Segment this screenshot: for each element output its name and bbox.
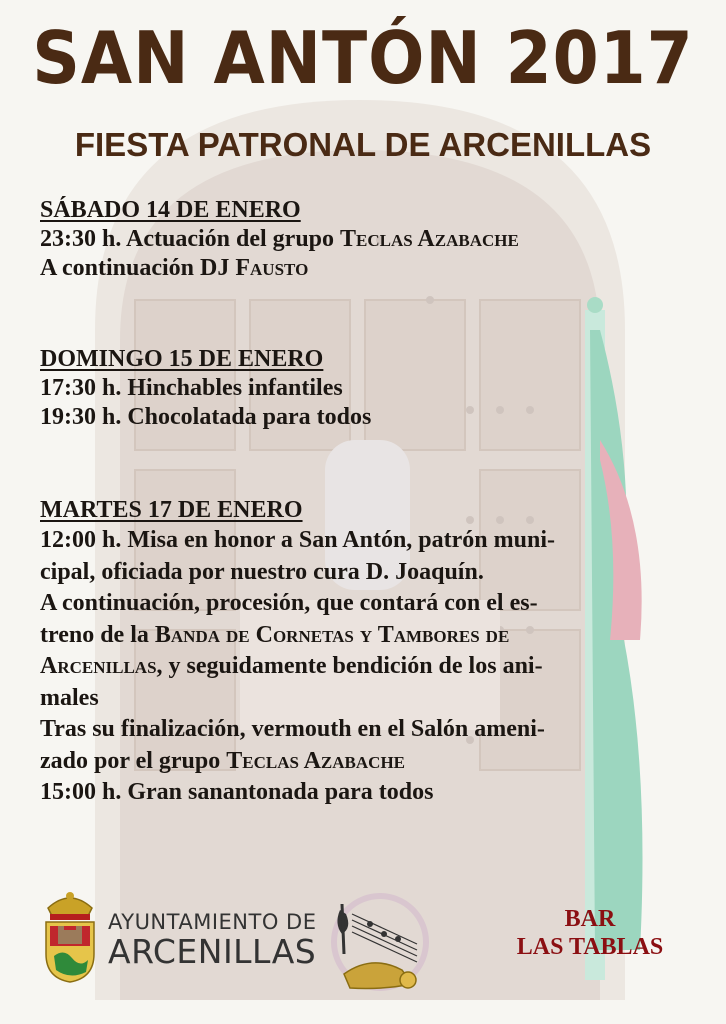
- band-logo-icon: [322, 884, 432, 1004]
- day-tuesday: [40, 496, 700, 809]
- event-line: cipal, oficiada por nuestro cura D. Joaquín.: [40, 558, 484, 585]
- day-sunday: [40, 345, 700, 432]
- event-line: 23:30 h. Actuación del grupo Teclas Azabache: [40, 226, 519, 252]
- day-heading: MARTES 17 DE ENERO: [40, 497, 303, 523]
- event-line: zado por el grupo Teclas Azabache: [40, 747, 406, 774]
- poster-title: SAN ANTÓN 2017: [32, 16, 694, 100]
- coat-of-arms-icon: [40, 886, 100, 986]
- event-line: males: [40, 684, 99, 711]
- event-line: 17:30 h. Hinchables infantiles: [40, 375, 343, 401]
- event-line: 15:00 h. Gran sanantonada para todos: [40, 779, 434, 805]
- event-line: A continuación, procesión, que contará con el es-: [40, 590, 538, 616]
- poster-subtitle: FIESTA PATRONAL DE ARCENILLAS: [74, 126, 652, 163]
- event-line: Tras su finalización, vermouth en el Salón ameni-: [40, 716, 545, 742]
- bar-logo-line2: LAS TABLAS: [516, 934, 664, 960]
- ayuntamiento-name: ARCENILLAS: [108, 932, 317, 971]
- day-saturday: [40, 196, 700, 283]
- event-line: treno de la Banda de Cornetas y Tambores de: [40, 621, 510, 648]
- event-line: A continuación DJ Fausto: [40, 255, 309, 281]
- event-line: Arcenillas, y seguidamente bendición de los ani-: [40, 653, 543, 679]
- ayuntamiento-label: AYUNTAMIENTO DE: [108, 910, 317, 934]
- bar-logo-line1: BAR: [564, 906, 616, 932]
- event-line: 19:30 h. Chocolatada para todos: [40, 404, 372, 430]
- day-heading: DOMINGO 15 DE ENERO: [40, 346, 324, 372]
- event-line: 12:00 h. Misa en honor a San Antón, patrón muni-: [40, 527, 555, 553]
- day-heading: SÁBADO 14 DE ENERO: [40, 197, 301, 223]
